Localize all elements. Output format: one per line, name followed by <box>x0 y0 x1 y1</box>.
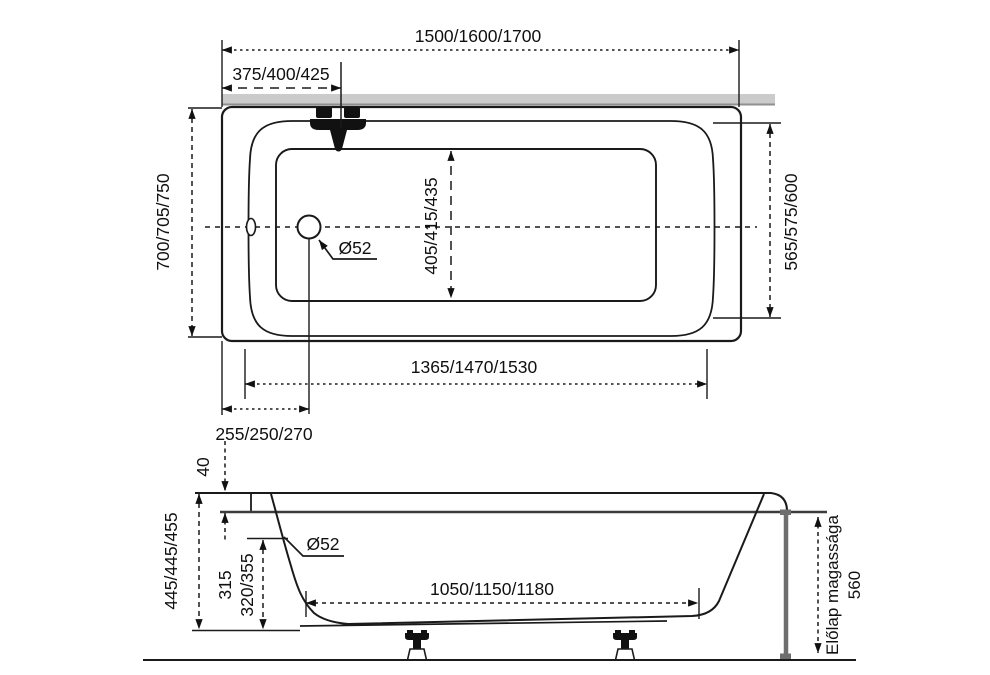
front-panel-top-cap <box>780 510 791 516</box>
drain-diameter-label-side: Ø52 <box>306 534 340 554</box>
inner-width-dim-label: 565/575/600 <box>781 173 801 271</box>
tub-basin-floor <box>276 149 656 301</box>
overall-height-dim-label: 445/445/455 <box>161 512 181 610</box>
overall-width-dim-label: 700/705/750 <box>153 173 173 271</box>
faucet-icon <box>310 107 366 152</box>
basin-width-dim-label: 405/415/435 <box>421 177 441 275</box>
tub-body-profile <box>271 494 764 624</box>
side-view <box>143 441 864 660</box>
basin-floor-length-dim-label: 1050/1150/1180 <box>430 579 554 599</box>
drain-offset-dim-label: 255/250/270 <box>215 424 313 444</box>
overflow-icon <box>247 219 256 236</box>
basin-length-dim-label: 1365/1470/1530 <box>410 357 538 377</box>
front-panel-height-label: 560 <box>845 570 864 600</box>
rim-height-dim-label: 40 <box>193 457 213 477</box>
drain-icon <box>298 216 321 239</box>
adjustable-foot-icon <box>613 630 637 660</box>
front-panel-bottom-cap <box>780 654 791 660</box>
overall-length-dim-label: 1500/1600/1700 <box>414 26 542 46</box>
adjustable-foot-icon <box>405 630 429 660</box>
drain-height-dim-label-a: 315 <box>215 570 235 600</box>
drain-height-dim-label-b: 320/355 <box>237 553 257 617</box>
top-view <box>153 26 801 444</box>
front-panel-name-label: Előlap magassága <box>823 515 842 655</box>
drain-diameter-label: Ø52 <box>338 238 372 258</box>
faucet-offset-dim-label: 375/400/425 <box>232 64 330 84</box>
tub-rim-profile <box>195 493 787 511</box>
wall-strip <box>222 94 775 105</box>
